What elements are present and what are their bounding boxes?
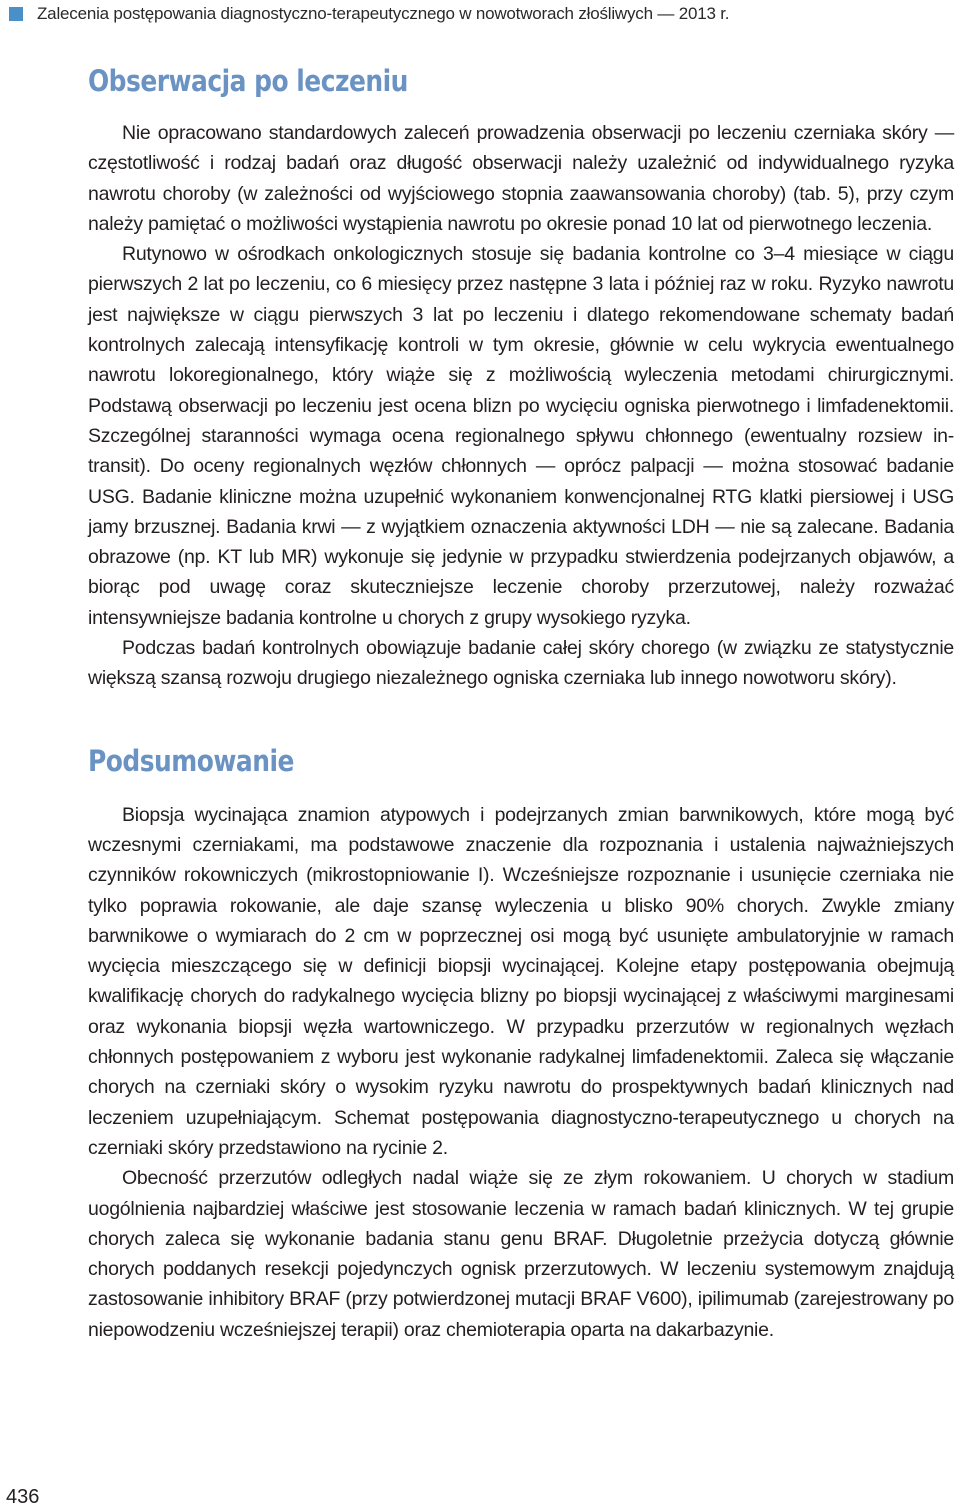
page-number: 436 bbox=[6, 1486, 40, 1508]
section-title: Podsumowanie bbox=[88, 743, 294, 778]
section-obserwacja bbox=[88, 62, 954, 694]
paragraph: Biopsja wycinająca znamion atypowych i podejrzanych zmian barwnikowych, które mogą być wczesnymi czerniakami, ma podstawowe znaczenie dla rozpoznania i ustalenia najważniejszych czynników rokowniczych (mikrostopniowanie I). Wcześniejsze rozpoznanie i usunięcie czerniaka nie tylko poprawia rokowanie, ale daje szansę wyleczenia u blisko 90% chorych. Zwykle zmiany barwnikowe o wymiarach do 2 cm w poprzecznej osi mogą być usunięte ambulatoryjnie w ramach wycięcia mieszczącego się w definicji biopsji wycinającej. Kolejne etapy postępowania obejmują kwalifikację chorych do radykalnego wycięcia blizny po biopsji wycinającej z właściwymi marginesami oraz wykonania biopsji węzła wartowniczego. W przypadku przerzutów w regionalnych węzłach chłonnych postępowaniem z wyboru jest wykonanie radykalnej limfadenektomii. Zaleca się włączanie chorych na czerniaki skóry o wysokim ryzyku nawrotu do prospektywnych badań klinicznych nad leczeniem uzupełniającym. Schemat postępowania diagnostyczno-terapeutycznego u chorych na czerniaki skóry przedstawiono na rycinie 2. bbox=[88, 803, 954, 1159]
paragraph: Rutynowo w ośrodkach onkologicznych stosuje się badania kontrolne co 3–4 miesiące w ciągu pierwszych 2 lat po leczeniu, co 6 miesięcy przez następne 3 lata i później raz w roku. Ryzyko nawrotu jest największe w ciągu pierwszych 3 lat po leczeniu i dlatego rekomendowane schematy badań kontrolnych zalecają intensyfikację kontroli w tym okresie, głównie w celu wykrycia ewentualnego nawrotu lokoregionalnego, który wiąże się z możliwością wyleczenia metodami chirurgicznymi. Podstawą obserwacji po leczeniu jest ocena blizn po wycięciu ogniska pierwotnego i limfadenektomii. Szczególnej staranności wymaga ocena regionalnego spływu chłonnego (ewentualny rozsiew in-transit). Do oceny regionalnych węzłów chłonnych — oprócz palpacji — można stosować badanie USG. Badanie kliniczne można uzupełnić wykonaniem konwencjonalnej RTG klatki piersiowej i USG jamy brzusznej. Badania krwi — z wyjątkiem oznaczenia aktywności LDH — nie są zalecane. Badania obrazowe (np. KT lub MR) wykonuje się jedynie w przypadku stwierdzenia podejrzanych objawów, a biorąc pod uwagę coraz skuteczniejsze leczenie choroby przerzutowej, należy rozważać intensywniejsze badania kontrolne u chorych z grupy wysokiego ryzyka. bbox=[88, 243, 954, 629]
section-title: Obserwacja po leczeniu bbox=[88, 64, 408, 98]
page-content bbox=[88, 62, 954, 1345]
header-square-icon bbox=[9, 7, 23, 21]
running-title: Zalecenia postępowania diagnostyczno-terapeutycznego w nowotworach złośliwych — 2013 r. bbox=[37, 4, 730, 23]
section-podsumowanie bbox=[88, 742, 954, 1345]
paragraph: Nie opracowano standardowych zaleceń prowadzenia obserwacji po leczeniu czerniaka skóry — częstotliwość i rodzaj badań oraz długość obserwacji należy uzależnić od indywidualnego ryzyka nawrotu choroby (w zależności od wyjściowego stopnia zaawansowania choroby) (tab. 5), przy czym należy pamiętać o możliwości wystąpienia nawrotu po okresie ponad 10 lat od pierwotnego leczenia. bbox=[88, 122, 954, 235]
paragraph: Podczas badań kontrolnych obowiązuje badanie całej skóry chorego (w związku ze statystycznie większą szansą rozwoju drugiego niezależnego ogniska czerniaka lub innego nowotworu skóry). bbox=[88, 637, 954, 690]
running-header bbox=[9, 2, 729, 26]
paragraph: Obecność przerzutów odległych nadal wiąże się ze złym rokowaniem. U chorych w stadium uogólnienia najbardziej właściwe jest stosowanie leczenia w ramach badań klinicznych. W tej grupie chorych zaleca się wykonanie badania stanu genu BRAF. Długoletnie przeżycia dotyczą głównie chorych poddanych resekcji pojedynczych ognisk przerzutowych. W leczeniu systemowym znajdują zastosowanie inhibitory BRAF (przy potwierdzonej mutacji BRAF V600), ipilimumab (zarejestrowany po niepowodzeniu wcześniejszej terapii) oraz chemioterapia oparta na dakarbazynie. bbox=[88, 1167, 954, 1341]
